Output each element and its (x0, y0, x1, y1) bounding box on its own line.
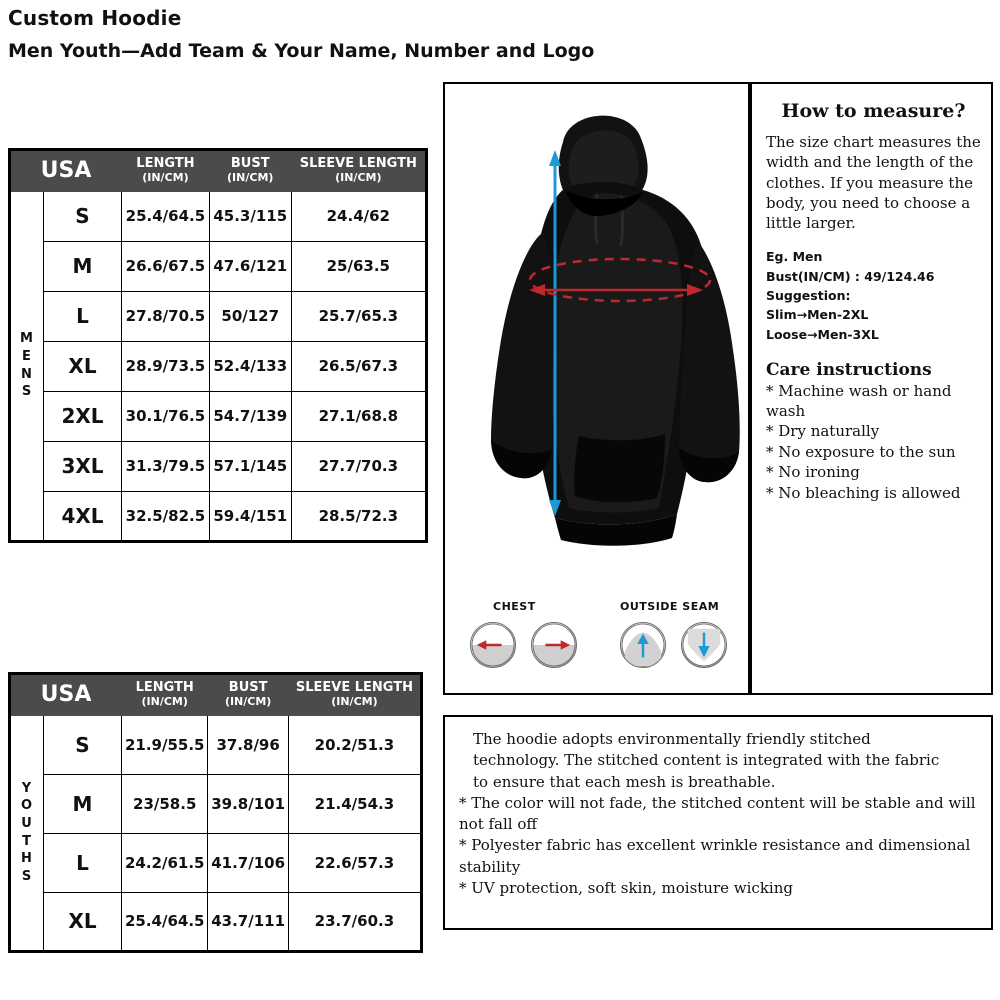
cell-sleeve: 23.7/60.3 (288, 892, 421, 951)
how-to-measure-title: How to measure? (781, 100, 966, 122)
cell-length: 28.9/73.5 (122, 341, 210, 391)
product-notes-panel (443, 715, 993, 930)
side-label-youths: Y O U T H S (10, 715, 44, 951)
cell-bust: 52.4/133 (209, 341, 291, 391)
cell-length: 30.1/76.5 (122, 391, 210, 441)
table-header-row (10, 674, 422, 716)
column-header-bust-text: BUST (230, 156, 270, 171)
column-header-bust-unit: (IN/CM) (227, 170, 274, 184)
cell-sleeve: 25/63.5 (291, 241, 426, 291)
table-row (10, 241, 427, 291)
column-header-sleeve-text: SLEEVE LENGTH (295, 680, 413, 695)
table-row (10, 715, 422, 774)
cell-sleeve: 21.4/54.3 (288, 774, 421, 833)
cell-size: XL (44, 341, 122, 391)
cell-length: 21.9/55.5 (122, 715, 208, 774)
cell-size: L (44, 291, 122, 341)
column-header-length-text: LENGTH (135, 680, 194, 695)
cell-bust: 54.7/139 (209, 391, 291, 441)
table-row (10, 341, 427, 391)
note-line: technology. The stitched content is integrated with the fabric (473, 751, 940, 770)
note-line: * The color will not fade, the stitched content will be stable and will not fall off (459, 793, 976, 834)
cell-size: 3XL (44, 441, 122, 491)
cell-length: 26.6/67.5 (122, 241, 210, 291)
column-header-length-unit: (IN/CM) (141, 694, 188, 708)
column-header-sleeve (291, 150, 426, 192)
hoodie-illustration (445, 84, 750, 564)
table-row (10, 291, 427, 341)
cell-length: 24.2/61.5 (122, 833, 208, 892)
note-line: The hoodie adopts environmentally friendly stitched (473, 730, 871, 748)
note-line: to ensure that each mesh is breathable. (473, 772, 776, 791)
cell-length: 23/58.5 (122, 774, 208, 833)
cell-length: 32.5/82.5 (122, 491, 210, 541)
how-to-measure-panel (750, 82, 993, 695)
youth-size-table (8, 672, 423, 953)
side-label-mens: M E N S (10, 191, 44, 541)
cell-length: 27.8/70.5 (122, 291, 210, 341)
cell-bust: 50/127 (209, 291, 291, 341)
care-item: * No ironing (766, 463, 860, 482)
cell-size: XL (44, 892, 122, 951)
chest-measure-icon-right (531, 622, 577, 668)
cell-bust: 57.1/145 (209, 441, 291, 491)
outside-seam-icon-down (681, 622, 727, 668)
care-instructions-list (766, 382, 981, 503)
example-title: Eg. Men (766, 249, 823, 265)
table-row (10, 892, 422, 951)
column-header-sleeve-unit: (IN/CM) (331, 694, 378, 708)
table-row (10, 833, 422, 892)
column-header-bust-unit: (IN/CM) (224, 694, 272, 708)
cell-bust: 47.6/121 (209, 241, 291, 291)
care-item: * No exposure to the sun (766, 442, 956, 461)
example-suggestion: Suggestion: (766, 288, 851, 303)
mens-size-table (8, 148, 428, 543)
cell-length: 25.4/64.5 (122, 191, 210, 241)
outside-seam-label: OUTSIDE SEAM (620, 600, 720, 613)
table-row (10, 491, 427, 541)
cell-size: M (44, 241, 122, 291)
cell-bust: 41.7/106 (208, 833, 288, 892)
table-header-row (10, 150, 427, 192)
cell-size: L (44, 833, 122, 892)
note-line: * UV protection, soft skin, moisture wicking (459, 879, 793, 898)
column-header-sleeve (288, 674, 421, 716)
column-header-bust-text: BUST (228, 680, 268, 695)
cell-bust: 43.7/111 (208, 892, 288, 951)
cell-sleeve: 20.2/51.3 (288, 715, 421, 774)
cell-bust: 59.4/151 (209, 491, 291, 541)
note-line: * Polyester fabric has excellent wrinkle resistance and dimensional stability (459, 836, 971, 876)
column-header-sleeve-text: SLEEVE LENGTH (299, 156, 417, 171)
cell-length: 31.3/79.5 (122, 441, 210, 491)
column-header-length (122, 674, 208, 716)
care-instructions-title: Care instructions (766, 360, 932, 381)
example-slim: Slim→Men-2XL (766, 307, 869, 323)
column-header-usa: USA (10, 674, 122, 716)
cell-size: 4XL (44, 491, 122, 541)
cell-length: 25.4/64.5 (122, 892, 208, 951)
cell-sleeve: 26.5/67.3 (291, 341, 426, 391)
table-row (10, 441, 427, 491)
table-row (10, 774, 422, 833)
cell-sleeve: 24.4/62 (291, 191, 426, 241)
table-row (10, 191, 427, 241)
cell-size: S (44, 715, 122, 774)
column-header-bust (208, 674, 288, 716)
care-item: * Machine wash or hand wash (766, 382, 952, 420)
cell-size: S (44, 191, 122, 241)
chest-measure-icon-left (470, 622, 516, 668)
table-row (10, 391, 427, 441)
example-bust: Bust(IN/CM) : 49/124.46 (766, 268, 935, 284)
example-block (766, 247, 981, 344)
outside-seam-icon-up (620, 622, 666, 668)
page-title: Custom Hoodie (8, 6, 182, 30)
cell-bust: 37.8/96 (208, 715, 288, 774)
column-header-length-unit: (IN/CM) (142, 170, 189, 184)
cell-sleeve: 28.5/72.3 (291, 491, 426, 541)
chest-label: CHEST (493, 600, 536, 613)
column-header-length-text: LENGTH (136, 156, 195, 171)
cell-sleeve: 25.7/65.3 (291, 291, 426, 341)
care-item: * Dry naturally (766, 422, 880, 441)
cell-size: M (44, 774, 122, 833)
cell-size: 2XL (44, 391, 122, 441)
cell-sleeve: 27.7/70.3 (291, 441, 426, 491)
column-header-length (122, 150, 210, 192)
how-to-measure-body: The size chart measures the width and the length of the clothes. If you measure the body, you need to choose a little larger. (766, 133, 981, 232)
cell-bust: 45.3/115 (209, 191, 291, 241)
care-item: * No bleaching is allowed (766, 483, 961, 502)
cell-bust: 39.8/101 (208, 774, 288, 833)
column-header-usa: USA (10, 150, 122, 192)
page-subtitle: Men Youth—Add Team & Your Name, Number and Logo (8, 40, 595, 62)
column-header-bust (209, 150, 291, 192)
column-header-sleeve-unit: (IN/CM) (335, 170, 382, 184)
cell-sleeve: 22.6/57.3 (288, 833, 421, 892)
example-loose: Loose→Men-3XL (766, 326, 879, 342)
cell-sleeve: 27.1/68.8 (291, 391, 426, 441)
hoodie-diagram-panel (443, 82, 750, 695)
